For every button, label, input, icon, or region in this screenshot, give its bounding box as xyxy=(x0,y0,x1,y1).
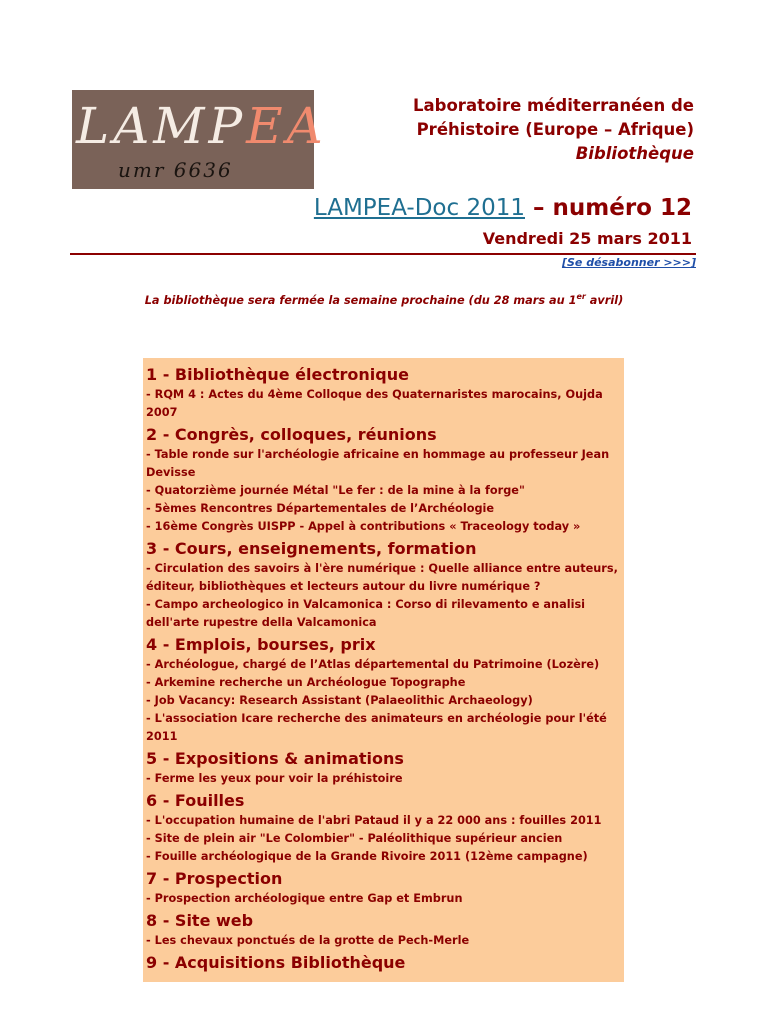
section-item-link[interactable]: - Table ronde sur l'archéologie africaine en hommage au professeur Jean Devisse xyxy=(146,448,610,479)
section-heading[interactable]: 5 - Expositions & animations xyxy=(146,749,404,768)
logo-wordmark: LAMPEA xyxy=(76,97,327,155)
section-heading[interactable]: 2 - Congrès, colloques, réunions xyxy=(146,425,437,444)
section-item-link[interactable]: - Job Vacancy: Research Assistant (Palaeolithic Archaeology) xyxy=(146,694,533,707)
section-heading[interactable]: 1 - Bibliothèque électronique xyxy=(146,365,409,384)
section-heading[interactable]: 9 - Acquisitions Bibliothèque xyxy=(146,953,406,972)
issue-number: – numéro 12 xyxy=(525,195,692,221)
logo-subtitle: umr 6636 xyxy=(118,158,233,182)
section-heading[interactable]: 8 - Site web xyxy=(146,911,254,930)
toc-section xyxy=(143,364,624,422)
section-item-link[interactable]: - Prospection archéologique entre Gap et Embrun xyxy=(146,892,463,905)
lab-line-3: Bibliothèque xyxy=(575,144,694,163)
issue-date: Vendredi 25 mars 2011 xyxy=(482,229,692,248)
newsletter-title xyxy=(314,194,692,222)
lab-line-2: Préhistoire (Europe – Afrique) xyxy=(416,120,694,139)
section-heading[interactable]: 4 - Emplois, bourses, prix xyxy=(146,635,376,654)
toc-section xyxy=(143,910,624,950)
table-of-contents xyxy=(143,358,624,982)
section-heading[interactable]: 6 - Fouilles xyxy=(146,791,245,810)
toc-section xyxy=(143,748,624,788)
section-item-link[interactable]: - Campo archeologico in Valcamonica : Corso di rilevamento e analisi dell'arte rupestre della Valcamonica xyxy=(146,598,586,629)
section-item-link[interactable]: - L'occupation humaine de l'abri Pataud il y a 22 000 ans : fouilles 2011 xyxy=(146,814,602,827)
section-item-link[interactable]: - Archéologue, chargé de l’Atlas départemental du Patrimoine (Lozère) xyxy=(146,658,600,671)
lab-heading xyxy=(413,94,694,166)
section-item-link[interactable]: - Arkemine recherche un Archéologue Topographe xyxy=(146,676,466,689)
section-heading[interactable]: 7 - Prospection xyxy=(146,869,283,888)
lampea-logo xyxy=(72,90,327,189)
toc-section xyxy=(143,634,624,746)
section-item-link[interactable]: - 16ème Congrès UISPP - Appel à contributions « Traceology today » xyxy=(146,520,581,533)
header-divider xyxy=(70,253,696,255)
section-item-link[interactable]: - Quatorzième journée Métal "Le fer : de la mine à la forge" xyxy=(146,484,525,497)
section-item-link[interactable]: - Ferme les yeux pour voir la préhistoire xyxy=(146,772,403,785)
section-item-link[interactable]: - Circulation des savoirs à l'ère numérique : Quelle alliance entre auteurs, éditeur, bibliothèques et lecteurs autour du livre numérique ? xyxy=(146,562,618,593)
section-item-link[interactable]: - Site de plein air "Le Colombier" - Paléolithique supérieur ancien xyxy=(146,832,563,845)
toc-section xyxy=(143,424,624,536)
toc-section xyxy=(143,868,624,908)
toc-section xyxy=(143,538,624,632)
section-item-link[interactable]: - Les chevaux ponctués de la grotte de Pech-Merle xyxy=(146,934,470,947)
section-item-link[interactable]: - 5èmes Rencontres Départementales de l’Archéologie xyxy=(146,502,495,515)
toc-section xyxy=(143,952,624,974)
section-item-link[interactable]: - RQM 4 : Actes du 4ème Colloque des Quaternaristes marocains, Oujda 2007 xyxy=(146,388,603,419)
closure-notice: La bibliothèque sera fermée la semaine prochaine (du 28 mars au 1er avril) xyxy=(144,292,624,307)
section-heading[interactable]: 3 - Cours, enseignements, formation xyxy=(146,539,477,558)
lab-line-1: Laboratoire méditerranéen de xyxy=(413,96,694,115)
unsubscribe-link[interactable]: [Se désabonner >>>] xyxy=(561,256,696,269)
newsletter-link[interactable]: LAMPEA-Doc 2011 xyxy=(313,195,525,221)
toc-section xyxy=(143,790,624,866)
section-item-link[interactable]: - Fouille archéologique de la Grande Rivoire 2011 (12ème campagne) xyxy=(146,850,588,863)
section-item-link[interactable]: - L'association Icare recherche des animateurs en archéologie pour l'été 2011 xyxy=(146,712,607,743)
